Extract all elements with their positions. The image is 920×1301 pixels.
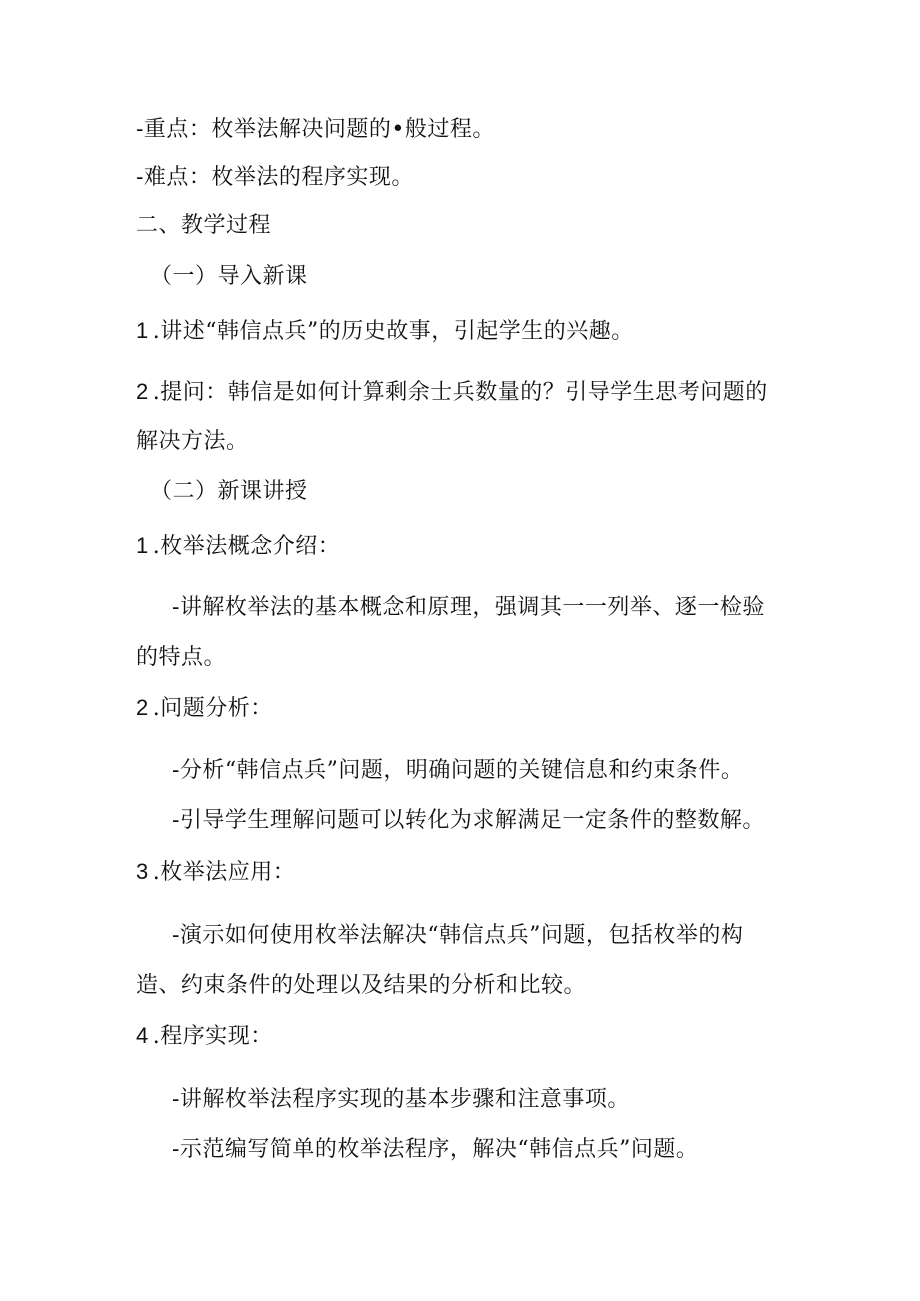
item-number: 2 xyxy=(136,379,149,404)
line-text: -示范编写简单的枚举法程序，解决“韩信点兵”问题。 xyxy=(172,1137,699,1162)
line-text: -演示如何使用枚举法解决“韩信点兵”问题，包括枚举的构 xyxy=(172,923,744,948)
line-text: （一）导入新课 xyxy=(150,264,308,289)
bullet-continuation xyxy=(136,971,586,1001)
bullet-line xyxy=(172,806,765,836)
line-text: -重点：枚举法解决问题的•般过程。 xyxy=(136,117,495,142)
bullet-line xyxy=(172,756,743,786)
line-text: .程序实现： xyxy=(152,1024,273,1049)
line-text: -难点：枚举法的程序实现。 xyxy=(136,165,414,190)
line-text: 造、约束条件的处理以及结果的分析和比较。 xyxy=(136,973,587,998)
bullet-line xyxy=(172,1085,630,1115)
list-item xyxy=(136,531,340,562)
list-item xyxy=(136,316,634,347)
line-text: .讲述“韩信点兵”的历史故事，引起学生的兴趣。 xyxy=(152,319,634,344)
line-text: -讲解枚举法程序实现的基本步骤和注意事项。 xyxy=(172,1087,630,1112)
section-heading xyxy=(136,211,271,241)
line-text: -引导学生理解问题可以转化为求解满足一定条件的整数解。 xyxy=(172,808,765,833)
line-text: -分析“韩信点兵”问题，明确问题的关键信息和约束条件。 xyxy=(172,758,744,783)
line-text: .提问：韩信是如何计算剩余士兵数量的？引导学生思考问题的 xyxy=(152,380,768,405)
item-number: 3 xyxy=(136,859,149,884)
line-text: 的特点。 xyxy=(136,645,227,670)
list-item xyxy=(136,857,295,888)
list-item xyxy=(136,377,768,408)
bullet-line xyxy=(172,921,743,951)
list-item-continuation xyxy=(136,427,249,457)
item-number: 1 xyxy=(136,533,149,558)
item-number: 1 xyxy=(136,318,149,343)
line-text: .问题分析： xyxy=(152,696,273,721)
bullet-line xyxy=(172,1135,698,1165)
difficult-point-line xyxy=(136,163,414,193)
line-text: -讲解枚举法的基本概念和原理，强调其一一列举、逐一检验 xyxy=(172,595,765,620)
bullet-continuation xyxy=(136,643,226,673)
subsection-heading xyxy=(150,477,308,507)
line-text: （二）新课讲授 xyxy=(150,479,308,504)
item-number: 2 xyxy=(136,695,149,720)
line-text: 二、教学过程 xyxy=(136,213,272,238)
line-text: .枚举法概念介绍： xyxy=(152,534,341,559)
item-number: 4 xyxy=(136,1023,149,1048)
list-item xyxy=(136,693,273,724)
line-text: .枚举法应用： xyxy=(152,860,296,885)
subsection-heading xyxy=(150,262,308,292)
list-item xyxy=(136,1021,273,1052)
key-point-line xyxy=(136,115,495,145)
bullet-line xyxy=(172,593,765,623)
line-text: 解决方法。 xyxy=(136,429,249,454)
